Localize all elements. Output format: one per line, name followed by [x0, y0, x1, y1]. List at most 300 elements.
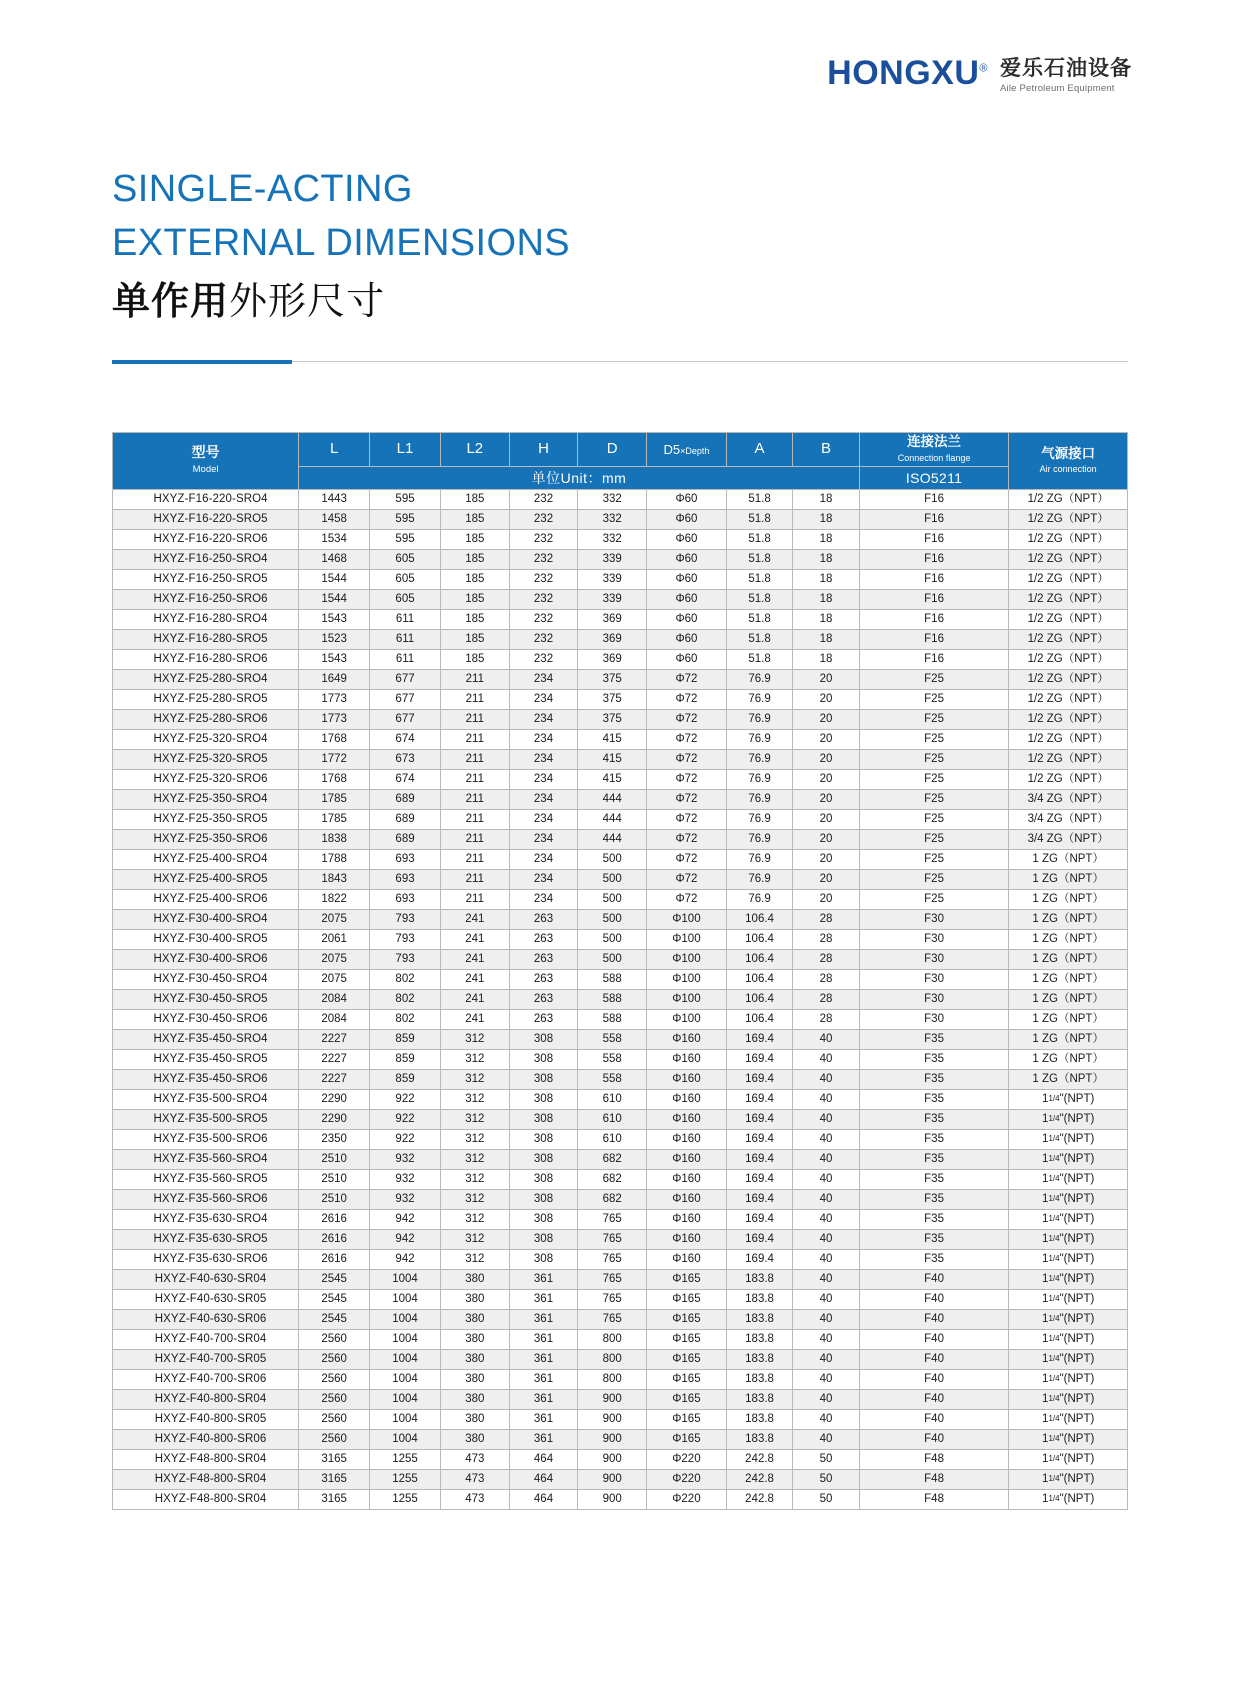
cell-d5: Φ165: [647, 1350, 727, 1370]
cell-b: 18: [793, 630, 859, 650]
cell-a: 76.9: [726, 670, 792, 690]
cell-flange: F30: [859, 970, 1009, 990]
cell-h: 308: [509, 1190, 578, 1210]
cell-d5: Φ160: [647, 1210, 727, 1230]
divider-accent-bar: [112, 360, 292, 364]
cell-model: HXYZ-F40-700-SR05: [113, 1350, 299, 1370]
cell-l: 2616: [299, 1210, 370, 1230]
cell-l1: 611: [370, 650, 441, 670]
cell-air: 1 ZG（NPT）: [1009, 890, 1128, 910]
cell-h: 308: [509, 1050, 578, 1070]
cell-air: 1/2 ZG（NPT）: [1009, 610, 1128, 630]
cell-d5: Φ72: [647, 690, 727, 710]
cell-l1: 1255: [370, 1450, 441, 1470]
cell-flange: F40: [859, 1370, 1009, 1390]
cell-d: 588: [578, 990, 647, 1010]
table-row: [113, 850, 1128, 870]
cell-l2: 312: [440, 1150, 509, 1170]
table-header: [113, 433, 1128, 490]
cell-model: HXYZ-F16-220-SRO6: [113, 530, 299, 550]
table-row: [113, 770, 1128, 790]
cell-flange: F25: [859, 850, 1009, 870]
col-header-a: A: [726, 433, 792, 467]
cell-l: 1843: [299, 870, 370, 890]
cell-d5: Φ165: [647, 1310, 727, 1330]
cell-flange: F40: [859, 1330, 1009, 1350]
cell-d5: Φ165: [647, 1430, 727, 1450]
cell-l1: 673: [370, 750, 441, 770]
cell-flange: F35: [859, 1170, 1009, 1190]
cell-d: 369: [578, 650, 647, 670]
cell-h: 232: [509, 590, 578, 610]
cell-d: 500: [578, 890, 647, 910]
table-row: [113, 1190, 1128, 1210]
cell-model: HXYZ-F30-400-SRO5: [113, 930, 299, 950]
cell-h: 308: [509, 1250, 578, 1270]
cell-l1: 689: [370, 790, 441, 810]
table-row: [113, 550, 1128, 570]
cell-l1: 793: [370, 910, 441, 930]
cell-l1: 689: [370, 830, 441, 850]
cell-l1: 1004: [370, 1290, 441, 1310]
cell-h: 232: [509, 530, 578, 550]
cell-h: 361: [509, 1290, 578, 1310]
cell-b: 50: [793, 1490, 859, 1510]
cell-model: HXYZ-F48-800-SR04: [113, 1490, 299, 1510]
cell-d5: Φ220: [647, 1490, 727, 1510]
cell-l: 1523: [299, 630, 370, 650]
cell-a: 106.4: [726, 950, 792, 970]
cell-d5: Φ60: [647, 650, 727, 670]
cell-l1: 674: [370, 730, 441, 750]
cell-a: 183.8: [726, 1310, 792, 1330]
cell-l2: 211: [440, 690, 509, 710]
cell-air: 1/2 ZG（NPT）: [1009, 510, 1128, 530]
cell-a: 76.9: [726, 890, 792, 910]
table-row: [113, 970, 1128, 990]
cell-d: 332: [578, 490, 647, 510]
cell-model: HXYZ-F35-500-SRO6: [113, 1130, 299, 1150]
cell-b: 28: [793, 910, 859, 930]
table-row: [113, 930, 1128, 950]
cell-flange: F35: [859, 1130, 1009, 1150]
table-row: [113, 790, 1128, 810]
cell-d: 610: [578, 1130, 647, 1150]
cell-d5: Φ60: [647, 590, 727, 610]
cell-a: 183.8: [726, 1390, 792, 1410]
cell-model: HXYZ-F25-280-SRO5: [113, 690, 299, 710]
cell-l1: 802: [370, 990, 441, 1010]
cell-d: 375: [578, 710, 647, 730]
cell-air: 3/4 ZG（NPT）: [1009, 830, 1128, 850]
cell-a: 169.4: [726, 1110, 792, 1130]
cell-air: 11/4"(NPT): [1009, 1310, 1128, 1330]
cell-l: 2545: [299, 1310, 370, 1330]
cell-l1: 677: [370, 710, 441, 730]
cell-a: 51.8: [726, 530, 792, 550]
cell-l2: 380: [440, 1430, 509, 1450]
cell-h: 263: [509, 910, 578, 930]
brand-logo: [827, 56, 1132, 94]
cell-air: 1/2 ZG（NPT）: [1009, 770, 1128, 790]
cell-b: 28: [793, 1010, 859, 1030]
cell-h: 232: [509, 510, 578, 530]
cell-l2: 211: [440, 890, 509, 910]
cell-l2: 473: [440, 1490, 509, 1510]
cell-model: HXYZ-F25-350-SRO6: [113, 830, 299, 850]
cell-flange: F35: [859, 1190, 1009, 1210]
cell-l: 2560: [299, 1330, 370, 1350]
cell-l2: 241: [440, 910, 509, 930]
cell-l: 2510: [299, 1170, 370, 1190]
col-header-l2: L2: [440, 433, 509, 467]
cell-a: 51.8: [726, 610, 792, 630]
cell-h: 263: [509, 1010, 578, 1030]
cell-l2: 211: [440, 750, 509, 770]
cell-a: 51.8: [726, 510, 792, 530]
col-header-iso: ISO5211: [859, 467, 1009, 490]
cell-l1: 605: [370, 590, 441, 610]
cell-d5: Φ72: [647, 750, 727, 770]
cell-a: 169.4: [726, 1090, 792, 1110]
cell-l2: 211: [440, 810, 509, 830]
cell-a: 183.8: [726, 1350, 792, 1370]
cell-a: 51.8: [726, 590, 792, 610]
cell-d5: Φ165: [647, 1290, 727, 1310]
cell-h: 234: [509, 770, 578, 790]
cell-a: 76.9: [726, 690, 792, 710]
cell-d5: Φ72: [647, 670, 727, 690]
cell-flange: F16: [859, 490, 1009, 510]
cell-l: 2084: [299, 1010, 370, 1030]
cell-l: 1543: [299, 650, 370, 670]
table-row: [113, 830, 1128, 850]
cell-l2: 241: [440, 990, 509, 1010]
cell-d: 765: [578, 1230, 647, 1250]
cell-flange: F25: [859, 790, 1009, 810]
cell-h: 234: [509, 730, 578, 750]
cell-l2: 312: [440, 1090, 509, 1110]
cell-l1: 802: [370, 970, 441, 990]
col-header-l: L: [299, 433, 370, 467]
cell-b: 40: [793, 1270, 859, 1290]
cell-model: HXYZ-F35-450-SRO5: [113, 1050, 299, 1070]
cell-d5: Φ60: [647, 610, 727, 630]
cell-d5: Φ220: [647, 1470, 727, 1490]
cell-model: HXYZ-F16-220-SRO4: [113, 490, 299, 510]
cell-l: 1785: [299, 790, 370, 810]
cell-air: 11/4"(NPT): [1009, 1350, 1128, 1370]
cell-l2: 380: [440, 1330, 509, 1350]
cell-flange: F40: [859, 1270, 1009, 1290]
cell-h: 263: [509, 950, 578, 970]
cell-a: 76.9: [726, 750, 792, 770]
cell-l2: 185: [440, 590, 509, 610]
cell-flange: F30: [859, 910, 1009, 930]
cell-air: 11/4"(NPT): [1009, 1270, 1128, 1290]
cell-b: 20: [793, 790, 859, 810]
cell-d5: Φ160: [647, 1090, 727, 1110]
table-row: [113, 510, 1128, 530]
cell-d: 765: [578, 1310, 647, 1330]
cell-l1: 1004: [370, 1310, 441, 1330]
cell-b: 40: [793, 1130, 859, 1150]
cell-a: 169.4: [726, 1210, 792, 1230]
col-header-air: [1009, 433, 1128, 490]
cell-d: 900: [578, 1470, 647, 1490]
cell-flange: F16: [859, 530, 1009, 550]
cell-l: 2075: [299, 950, 370, 970]
table-row: [113, 1010, 1128, 1030]
cell-flange: F16: [859, 590, 1009, 610]
cell-l2: 312: [440, 1250, 509, 1270]
cell-d: 610: [578, 1110, 647, 1130]
cell-air: 1 ZG（NPT）: [1009, 910, 1128, 930]
cell-l2: 473: [440, 1450, 509, 1470]
cell-model: HXYZ-F40-800-SR06: [113, 1430, 299, 1450]
table-row: [113, 750, 1128, 770]
cell-flange: F48: [859, 1470, 1009, 1490]
cell-d: 558: [578, 1050, 647, 1070]
cell-flange: F25: [859, 730, 1009, 750]
table-row: [113, 870, 1128, 890]
cell-h: 361: [509, 1270, 578, 1290]
cell-d: 500: [578, 930, 647, 950]
cell-l1: 1004: [370, 1390, 441, 1410]
cell-l1: 595: [370, 510, 441, 530]
cell-l2: 185: [440, 550, 509, 570]
cell-flange: F25: [859, 750, 1009, 770]
cell-a: 76.9: [726, 730, 792, 750]
cell-d5: Φ100: [647, 910, 727, 930]
cell-flange: F40: [859, 1290, 1009, 1310]
table-row: [113, 1070, 1128, 1090]
cell-l1: 611: [370, 610, 441, 630]
cell-b: 28: [793, 930, 859, 950]
table-row: [113, 1450, 1128, 1470]
cell-l: 1649: [299, 670, 370, 690]
cell-l2: 380: [440, 1310, 509, 1330]
table-row: [113, 1330, 1128, 1350]
cell-l2: 211: [440, 730, 509, 750]
cell-model: HXYZ-F35-630-SRO6: [113, 1250, 299, 1270]
cell-l: 1773: [299, 690, 370, 710]
cell-l: 1773: [299, 710, 370, 730]
cell-d: 610: [578, 1090, 647, 1110]
cell-b: 18: [793, 530, 859, 550]
cell-b: 50: [793, 1470, 859, 1490]
cell-a: 76.9: [726, 830, 792, 850]
cell-l: 1822: [299, 890, 370, 910]
cell-h: 232: [509, 610, 578, 630]
cell-h: 361: [509, 1410, 578, 1430]
table-row: [113, 1310, 1128, 1330]
cell-b: 40: [793, 1230, 859, 1250]
cell-d: 900: [578, 1430, 647, 1450]
cell-l1: 922: [370, 1110, 441, 1130]
cell-d5: Φ160: [647, 1230, 727, 1250]
cell-a: 242.8: [726, 1470, 792, 1490]
cell-air: 1 ZG（NPT）: [1009, 1010, 1128, 1030]
cell-air: 11/4"(NPT): [1009, 1210, 1128, 1230]
cell-b: 20: [793, 690, 859, 710]
cell-l2: 185: [440, 630, 509, 650]
cell-air: 1 ZG（NPT）: [1009, 990, 1128, 1010]
cell-d5: Φ100: [647, 950, 727, 970]
cell-a: 169.4: [726, 1050, 792, 1070]
cell-model: HXYZ-F48-800-SR04: [113, 1450, 299, 1470]
cell-h: 263: [509, 930, 578, 950]
cell-flange: F35: [859, 1070, 1009, 1090]
cell-b: 40: [793, 1090, 859, 1110]
cell-model: HXYZ-F30-450-SRO4: [113, 970, 299, 990]
table-row: [113, 530, 1128, 550]
col-header-air-cn: 气源接口: [1041, 445, 1096, 462]
cell-a: 242.8: [726, 1450, 792, 1470]
table-row: [113, 1150, 1128, 1170]
cell-air: 11/4"(NPT): [1009, 1450, 1128, 1470]
table-row: [113, 1110, 1128, 1130]
table-row: [113, 1210, 1128, 1230]
dimensions-table: [112, 432, 1128, 1510]
cell-h: 464: [509, 1470, 578, 1490]
cell-a: 76.9: [726, 870, 792, 890]
cell-l1: 595: [370, 490, 441, 510]
cell-d: 369: [578, 630, 647, 650]
cell-air: 11/4"(NPT): [1009, 1470, 1128, 1490]
col-header-l1: L1: [370, 433, 441, 467]
cell-d: 415: [578, 730, 647, 750]
cell-l1: 1004: [370, 1350, 441, 1370]
cell-l: 1838: [299, 830, 370, 850]
cell-air: 1 ZG（NPT）: [1009, 950, 1128, 970]
cell-air: 11/4"(NPT): [1009, 1250, 1128, 1270]
cell-flange: F16: [859, 630, 1009, 650]
cell-flange: F25: [859, 670, 1009, 690]
cell-d5: Φ160: [647, 1170, 727, 1190]
cell-l1: 1004: [370, 1410, 441, 1430]
cell-h: 232: [509, 650, 578, 670]
cell-h: 464: [509, 1490, 578, 1510]
cell-h: 308: [509, 1150, 578, 1170]
cell-model: HXYZ-F35-500-SRO5: [113, 1110, 299, 1130]
cell-l: 1468: [299, 550, 370, 570]
cell-d5: Φ165: [647, 1390, 727, 1410]
cell-air: 3/4 ZG（NPT）: [1009, 790, 1128, 810]
cell-model: HXYZ-F35-560-SRO4: [113, 1150, 299, 1170]
cell-b: 40: [793, 1150, 859, 1170]
cell-flange: F16: [859, 610, 1009, 630]
cell-air: 11/4"(NPT): [1009, 1110, 1128, 1130]
cell-d5: Φ72: [647, 890, 727, 910]
cell-l2: 312: [440, 1070, 509, 1090]
cell-a: 106.4: [726, 910, 792, 930]
table-row: [113, 1030, 1128, 1050]
cell-d: 369: [578, 610, 647, 630]
cell-a: 76.9: [726, 810, 792, 830]
cell-a: 183.8: [726, 1270, 792, 1290]
cell-b: 40: [793, 1390, 859, 1410]
cell-flange: F30: [859, 950, 1009, 970]
cell-a: 106.4: [726, 1010, 792, 1030]
cell-l: 1768: [299, 730, 370, 750]
cell-d5: Φ100: [647, 930, 727, 950]
cell-flange: F25: [859, 890, 1009, 910]
title-cn-thin: 外形尺寸: [229, 278, 386, 323]
cell-air: 11/4"(NPT): [1009, 1410, 1128, 1430]
cell-h: 232: [509, 550, 578, 570]
cell-b: 40: [793, 1190, 859, 1210]
table-row: [113, 1230, 1128, 1250]
table-row: [113, 1250, 1128, 1270]
cell-d5: Φ160: [647, 1050, 727, 1070]
cell-d5: Φ160: [647, 1150, 727, 1170]
cell-b: 18: [793, 550, 859, 570]
cell-l: 2545: [299, 1290, 370, 1310]
cell-l: 1772: [299, 750, 370, 770]
cell-l1: 1255: [370, 1490, 441, 1510]
cell-l1: 605: [370, 570, 441, 590]
cell-flange: F48: [859, 1490, 1009, 1510]
table-row: [113, 710, 1128, 730]
cell-l1: 802: [370, 1010, 441, 1030]
col-header-model-en: Model: [192, 463, 219, 475]
cell-air: 1/2 ZG（NPT）: [1009, 590, 1128, 610]
cell-b: 40: [793, 1030, 859, 1050]
cell-air: 1/2 ZG（NPT）: [1009, 650, 1128, 670]
cell-model: HXYZ-F16-280-SRO5: [113, 630, 299, 650]
cell-b: 20: [793, 850, 859, 870]
cell-model: HXYZ-F30-400-SRO6: [113, 950, 299, 970]
cell-air: 1/2 ZG（NPT）: [1009, 710, 1128, 730]
table-row: [113, 1050, 1128, 1070]
cell-a: 183.8: [726, 1290, 792, 1310]
cell-h: 263: [509, 990, 578, 1010]
cell-l1: 611: [370, 630, 441, 650]
cell-a: 169.4: [726, 1170, 792, 1190]
cell-model: HXYZ-F25-280-SRO6: [113, 710, 299, 730]
page-title: [112, 163, 570, 325]
cell-flange: F40: [859, 1310, 1009, 1330]
cell-l1: 689: [370, 810, 441, 830]
cell-a: 51.8: [726, 630, 792, 650]
cell-l2: 211: [440, 830, 509, 850]
cell-air: 1 ZG（NPT）: [1009, 970, 1128, 990]
cell-flange: F30: [859, 990, 1009, 1010]
cell-d5: Φ100: [647, 990, 727, 1010]
cell-air: 11/4"(NPT): [1009, 1430, 1128, 1450]
cell-model: HXYZ-F40-630-SR06: [113, 1310, 299, 1330]
cell-air: 11/4"(NPT): [1009, 1190, 1128, 1210]
cell-b: 18: [793, 610, 859, 630]
cell-l2: 185: [440, 570, 509, 590]
cell-d: 800: [578, 1370, 647, 1390]
cell-l2: 380: [440, 1270, 509, 1290]
cell-l: 1543: [299, 610, 370, 630]
cell-b: 18: [793, 650, 859, 670]
cell-l: 3165: [299, 1450, 370, 1470]
col-header-h: H: [509, 433, 578, 467]
cell-l1: 1255: [370, 1470, 441, 1490]
cell-l1: 693: [370, 850, 441, 870]
cell-h: 361: [509, 1350, 578, 1370]
cell-l2: 185: [440, 650, 509, 670]
cell-flange: F16: [859, 650, 1009, 670]
cell-l2: 380: [440, 1370, 509, 1390]
cell-d: 500: [578, 950, 647, 970]
cell-h: 361: [509, 1330, 578, 1350]
cell-l: 1785: [299, 810, 370, 830]
